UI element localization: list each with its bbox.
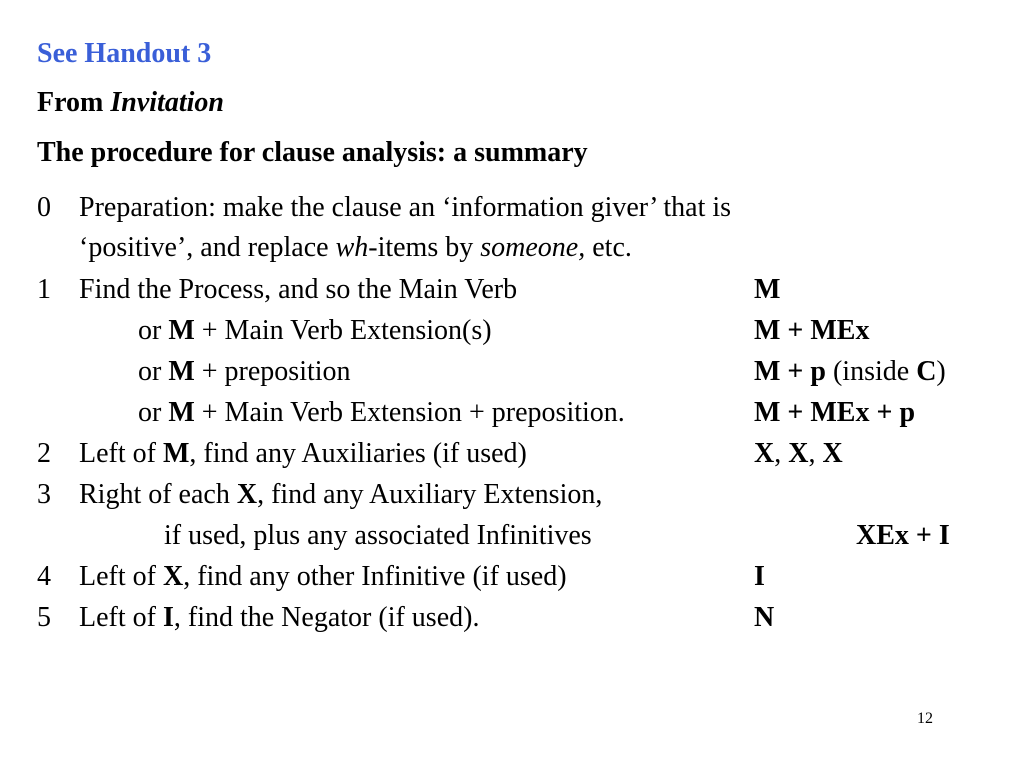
or-1-or: or xyxy=(138,315,169,346)
step-1-or-3-label: M + MEx + p xyxy=(754,397,916,428)
or-1-m: M xyxy=(168,315,195,346)
step-2-m: M xyxy=(162,438,190,469)
step-3-text-a: Right of each xyxy=(79,479,237,510)
or-2-rest: + preposition xyxy=(194,356,351,387)
step-0-text-b: -items by xyxy=(368,232,481,263)
step-2-x2: X xyxy=(788,438,809,469)
step-0-line2 xyxy=(79,232,632,264)
step-2-number: 2 xyxy=(37,438,51,469)
step-2-sep1: , xyxy=(774,438,789,469)
step-1-or-1-label: M + MEx xyxy=(754,315,870,346)
step-1-or-2-label xyxy=(754,356,946,388)
step-5-i: I xyxy=(162,602,174,633)
step-5-text-a: Left of xyxy=(79,602,163,633)
step-1-or-1 xyxy=(138,315,492,347)
step-4-text-b: , find any other Infinitive (if used) xyxy=(183,561,567,592)
step-5-text xyxy=(79,602,479,634)
step-4-text-a: Left of xyxy=(79,561,163,592)
step-5-text-b: , find the Negator (if used). xyxy=(173,602,480,633)
step-4-text xyxy=(79,561,567,593)
or-2-label-bold: M + p xyxy=(754,356,826,387)
step-1-number: 1 xyxy=(37,274,51,305)
or-3-or: or xyxy=(138,397,169,428)
step-2-text xyxy=(79,438,527,470)
step-2-x1: X xyxy=(754,438,775,469)
or-3-m: M xyxy=(168,397,195,428)
or-2-label-c: C xyxy=(916,356,937,387)
step-2-sep2: , xyxy=(808,438,823,469)
step-1-text: Find the Process, and so the Main Verb xyxy=(79,274,518,305)
step-3-text-b: , find any Auxiliary Extension, xyxy=(257,479,603,510)
step-0-text-c: etc. xyxy=(585,232,632,263)
or-3-rest: + Main Verb Extension + preposition. xyxy=(194,397,625,428)
step-5-label: N xyxy=(754,602,775,633)
step-1-label: M xyxy=(754,274,781,305)
step-0-text-a: ‘positive’, and replace xyxy=(79,232,336,263)
step-0-number: 0 xyxy=(37,192,51,223)
step-0-someone: someone, xyxy=(480,232,586,263)
step-2-text-a: Left of xyxy=(79,438,163,469)
or-2-label-inside: (inside xyxy=(825,356,917,387)
step-4-label: I xyxy=(754,561,765,592)
step-1-or-2 xyxy=(138,356,351,388)
or-2-label-close: ) xyxy=(936,356,946,387)
slide-title: The procedure for clause analysis: a summary xyxy=(37,137,588,168)
step-5-number: 5 xyxy=(37,602,51,633)
step-2-x3: X xyxy=(822,438,843,469)
step-3-label: XEx + I xyxy=(856,520,950,551)
step-2-label xyxy=(754,438,843,470)
step-0-wh: wh xyxy=(335,232,369,263)
from-title: Invitation xyxy=(110,87,224,118)
or-1-rest: + Main Verb Extension(s) xyxy=(194,315,492,346)
or-2-or: or xyxy=(138,356,169,387)
step-3-number: 3 xyxy=(37,479,51,510)
step-4-x: X xyxy=(162,561,184,592)
step-0-line1: Preparation: make the clause an ‘information giver’ that is xyxy=(79,192,732,223)
step-1-or-3 xyxy=(138,397,625,429)
step-2-text-b: , find any Auxiliaries (if used) xyxy=(189,438,527,469)
step-3-line2: if used, plus any associated Infinitives xyxy=(164,520,592,551)
handout-link[interactable]: See Handout 3 xyxy=(37,38,212,69)
from-line xyxy=(37,87,224,119)
step-3-line1 xyxy=(79,479,602,511)
step-4-number: 4 xyxy=(37,561,51,592)
or-2-m: M xyxy=(168,356,195,387)
page-number: 12 xyxy=(917,710,933,727)
from-prefix: From xyxy=(37,87,104,118)
step-3-x: X xyxy=(236,479,258,510)
